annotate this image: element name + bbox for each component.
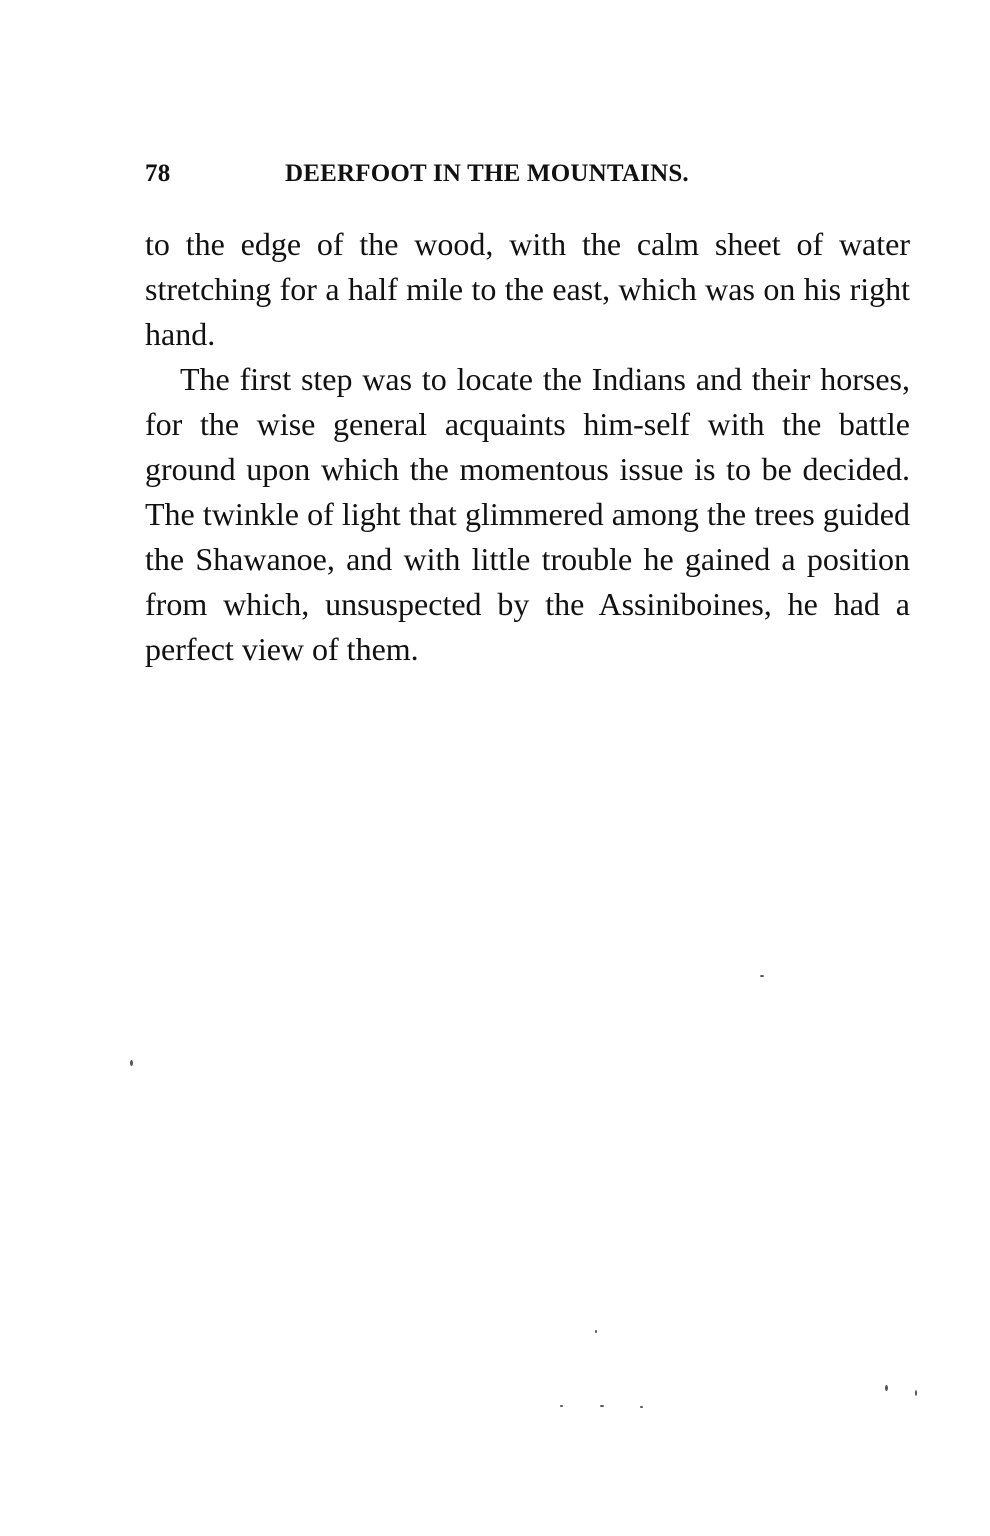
- scan-speck: [595, 1330, 597, 1333]
- scan-speck: [640, 1406, 643, 1408]
- body-text: [145, 222, 910, 672]
- scan-speck: [885, 1385, 888, 1391]
- running-head: [145, 160, 910, 200]
- scan-speck: [560, 1405, 563, 1407]
- paragraph-continued: to the edge of the wood, with the calm sheet of water stretching for a half mile to the east, which was on his right hand.: [145, 226, 910, 352]
- page-number: 78: [145, 160, 171, 187]
- scan-speck: [600, 1405, 604, 1407]
- scan-speck: [760, 975, 764, 977]
- running-title: DEERFOOT IN THE MOUNTAINS.: [285, 160, 689, 187]
- paragraph: The first step was to locate the Indians and their horses, for the wise general acquaints him-self with the battle ground upon which the momentous issue is to be decided. The twinkle of light that glimmered among the trees guided the Shawanoe, and with little trouble he gained a position from which, unsuspected by the Assiniboines, he had a perfect view of them.: [145, 361, 910, 667]
- scan-speck: [915, 1390, 917, 1396]
- scan-speck: [130, 1060, 133, 1066]
